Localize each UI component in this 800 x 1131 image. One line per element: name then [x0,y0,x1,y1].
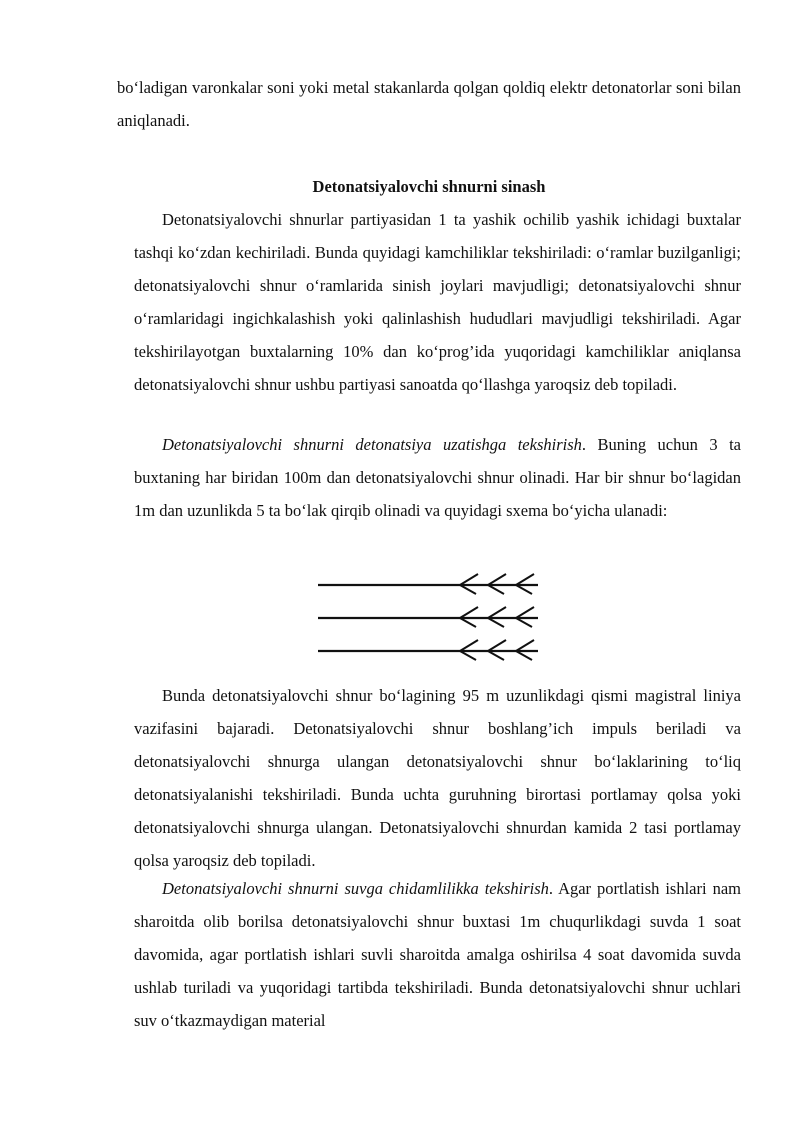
branch-cord-lower [516,585,532,594]
branch-cord-upper [516,607,534,618]
branch-cord-upper [460,607,478,618]
branch-cord-lower [460,585,476,594]
cord-group [318,574,538,660]
detonation-test-text: . Buning uchun 3 ta buxtaning har biridan 100m dan detonatsiyalovchi shnur olinadi. Har bir shnur bo‘lagidan 1m dan uzunlikda 5 ta bo‘lak qirqib olinadi va quyidagi sxema bo‘yicha ulanadi: [134,435,741,520]
branch-cord-lower [516,651,532,660]
branch-cord-upper [460,640,478,651]
water-test-text: . Agar portlatish ishlari nam sharoitda olib borilsa detonatsiyalovchi shnur buxtasi 1m chuqurlikdagi suvda 1 soat davomida, agar portlatish ishlari suvli sharoitda amalga oshirilsa 4 soat davomida suvda ushlab turiladi va yuqoridagi tartibda tekshiriladi. Bunda detonatsiyalovchi shnur uchlari suv o‘tkazmaydigan material [134,879,741,1030]
branch-cord-lower [488,585,504,594]
branch-cord-upper [460,574,478,585]
branch-cord-upper [488,574,506,585]
detonation-test-title: Detonatsiyalovchi shnurni detonatsiya uzatishga tekshirish [162,435,582,454]
paragraph-continuation: bo‘ladigan varonkalar soni yoki metal stakanlarda qolgan qoldiq elektr detonatorlar soni bilan aniqlanadi. [117,78,741,130]
branch-cord-lower [488,651,504,660]
water-test-title: Detonatsiyalovchi shnurni suvga chidamlilikka tekshirish [162,879,549,898]
paragraph-detonation-test [134,428,741,527]
paragraph-inspection: Detonatsiyalovchi shnurlar partiyasidan 1 ta yashik ochilib yashik ichidagi buxtalar tashqi ko‘zdan kechiriladi. Bunda quyidagi kamchiliklar tekshiriladi: o‘ramlar buzilganligi; detonatsiyalovchi shnur o‘ramlarida sinish joylari mavjudligi; detonatsiyalovchi shnur o‘ramlaridagi ingichkalashish yoki qalinlashish hududlari mavjudligi tekshiriladi. Agar tekshirilayotgan buxtalarning 10% dan ko‘prog’ida yuqoridagi kamchiliklar aniqlansa detonatsiyalovchi shnur ushbu partiyasi sanoatda qo‘llashga yaroqsiz deb topiladi. [134,210,741,394]
branch-cord-upper [488,640,506,651]
branch-cord-lower [488,618,504,627]
branch-cord-lower [460,651,476,660]
branch-cord-upper [516,574,534,585]
branch-cord-lower [516,618,532,627]
connection-schema-diagram [300,565,560,670]
section-heading: Detonatsiyalovchi shnurni sinash [312,177,546,196]
branch-cord-upper [488,607,506,618]
paragraph-magistral-line: Bunda detonatsiyalovchi shnur bo‘lagining 95 m uzunlikdagi qismi magistral liniya vazifasini bajaradi. Detonatsiyalovchi shnur boshlang’ich impuls beriladi va detonatsiyalovchi shnurga ulangan detonatsiyalovchi shnur bo‘laklarining to‘liq detonatsiyalanishi tekshiriladi. Bunda uchta guruhning birortasi portlamay qolsa yoki detonatsiyalovchi shnurga ulangan. Detonatsiyalovchi shnurdan kamida 2 tasi portlamay qolsa yaroqsiz deb topiladi. [134,686,741,870]
paragraph-water-resistance-test [134,872,741,1037]
branch-cord-lower [460,618,476,627]
branch-cord-upper [516,640,534,651]
